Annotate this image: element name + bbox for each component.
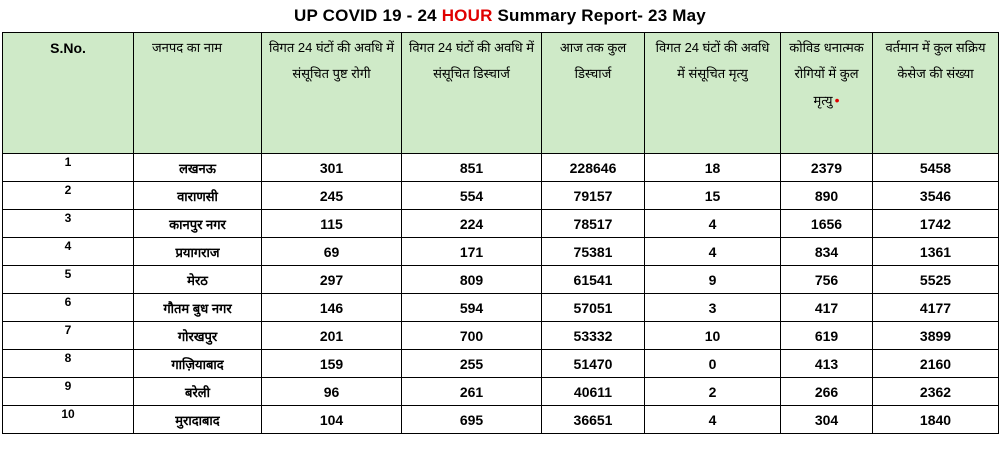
- cell-discharge-24h: 695: [402, 406, 542, 434]
- cell-district: मुरादाबाद: [134, 406, 262, 434]
- cell-district: गाज़ियाबाद: [134, 350, 262, 378]
- cell-discharge-24h: 261: [402, 378, 542, 406]
- cell-active-cases: 1742: [873, 210, 999, 238]
- cell-total-deaths: 1656: [781, 210, 873, 238]
- cell-total-deaths: 834: [781, 238, 873, 266]
- cell-new-cases: 201: [262, 322, 402, 350]
- cell-active-cases: 3546: [873, 182, 999, 210]
- header-total-deaths: [781, 33, 873, 154]
- cell-deaths-24h: 9: [645, 266, 781, 294]
- header-deaths-24h: विगत 24 घंटों की अवधि में संसूचित मृत्यु: [645, 33, 781, 154]
- cell-total-deaths: 417: [781, 294, 873, 322]
- cell-sno: 10: [3, 406, 134, 434]
- cell-total-deaths: 2379: [781, 154, 873, 182]
- cell-district: कानपुर नगर: [134, 210, 262, 238]
- cell-deaths-24h: 4: [645, 238, 781, 266]
- table-row: [3, 294, 999, 322]
- cell-sno: 7: [3, 322, 134, 350]
- red-dot-icon: •: [834, 92, 840, 108]
- cell-deaths-24h: 18: [645, 154, 781, 182]
- table-row: [3, 406, 999, 434]
- cell-total-discharge: 36651: [542, 406, 645, 434]
- cell-new-cases: 115: [262, 210, 402, 238]
- cell-sno: 5: [3, 266, 134, 294]
- cell-sno: 1: [3, 154, 134, 182]
- cell-new-cases: 69: [262, 238, 402, 266]
- cell-new-cases: 301: [262, 154, 402, 182]
- cell-total-deaths: 756: [781, 266, 873, 294]
- cell-total-deaths: 890: [781, 182, 873, 210]
- covid-summary-table: [2, 32, 999, 434]
- cell-new-cases: 245: [262, 182, 402, 210]
- cell-sno: 9: [3, 378, 134, 406]
- cell-discharge-24h: 554: [402, 182, 542, 210]
- cell-total-discharge: 79157: [542, 182, 645, 210]
- title-highlight: HOUR: [441, 6, 493, 25]
- cell-sno: 4: [3, 238, 134, 266]
- cell-total-discharge: 78517: [542, 210, 645, 238]
- cell-active-cases: 3899: [873, 322, 999, 350]
- cell-total-discharge: 40611: [542, 378, 645, 406]
- cell-active-cases: 5458: [873, 154, 999, 182]
- cell-discharge-24h: 700: [402, 322, 542, 350]
- cell-active-cases: 2362: [873, 378, 999, 406]
- cell-deaths-24h: 0: [645, 350, 781, 378]
- table-row: [3, 378, 999, 406]
- table-row: [3, 266, 999, 294]
- report-title: [0, 0, 1000, 32]
- cell-discharge-24h: 594: [402, 294, 542, 322]
- cell-total-deaths: 413: [781, 350, 873, 378]
- cell-district: गौतम बुध नगर: [134, 294, 262, 322]
- cell-new-cases: 146: [262, 294, 402, 322]
- table-row: [3, 154, 999, 182]
- cell-district: मेरठ: [134, 266, 262, 294]
- cell-active-cases: 2160: [873, 350, 999, 378]
- cell-district: लखनऊ: [134, 154, 262, 182]
- cell-total-discharge: 57051: [542, 294, 645, 322]
- cell-deaths-24h: 4: [645, 406, 781, 434]
- cell-total-discharge: 61541: [542, 266, 645, 294]
- cell-total-discharge: 228646: [542, 154, 645, 182]
- cell-discharge-24h: 809: [402, 266, 542, 294]
- header-discharge-24h: विगत 24 घंटों की अवधि में संसूचित डिस्चार्ज: [402, 33, 542, 154]
- cell-total-discharge: 75381: [542, 238, 645, 266]
- cell-sno: 6: [3, 294, 134, 322]
- cell-deaths-24h: 3: [645, 294, 781, 322]
- cell-new-cases: 104: [262, 406, 402, 434]
- table-row: [3, 238, 999, 266]
- cell-discharge-24h: 171: [402, 238, 542, 266]
- table-row: [3, 322, 999, 350]
- cell-total-deaths: 304: [781, 406, 873, 434]
- cell-district: प्रयागराज: [134, 238, 262, 266]
- cell-deaths-24h: 10: [645, 322, 781, 350]
- header-total-discharge: आज तक कुल डिस्चार्ज: [542, 33, 645, 154]
- header-new-cases: विगत 24 घंटों की अवधि में संसूचित पुष्ट रोगी: [262, 33, 402, 154]
- cell-active-cases: 4177: [873, 294, 999, 322]
- cell-discharge-24h: 851: [402, 154, 542, 182]
- table-row: [3, 182, 999, 210]
- cell-discharge-24h: 224: [402, 210, 542, 238]
- cell-district: बरेली: [134, 378, 262, 406]
- header-row: [3, 33, 999, 154]
- header-sno: S.No.: [3, 33, 134, 154]
- cell-district: वाराणसी: [134, 182, 262, 210]
- cell-total-deaths: 266: [781, 378, 873, 406]
- table-row: [3, 210, 999, 238]
- title-prefix: UP COVID 19 - 24: [294, 6, 442, 25]
- cell-sno: 8: [3, 350, 134, 378]
- cell-deaths-24h: 15: [645, 182, 781, 210]
- header-active-cases: वर्तमान में कुल सक्रिय केसेज की संख्या: [873, 33, 999, 154]
- cell-sno: 2: [3, 182, 134, 210]
- cell-active-cases: 1361: [873, 238, 999, 266]
- cell-active-cases: 1840: [873, 406, 999, 434]
- cell-new-cases: 297: [262, 266, 402, 294]
- title-suffix: Summary Report- 23 May: [492, 6, 706, 25]
- cell-new-cases: 96: [262, 378, 402, 406]
- cell-discharge-24h: 255: [402, 350, 542, 378]
- cell-deaths-24h: 4: [645, 210, 781, 238]
- cell-deaths-24h: 2: [645, 378, 781, 406]
- cell-total-discharge: 53332: [542, 322, 645, 350]
- cell-new-cases: 159: [262, 350, 402, 378]
- cell-district: गोरखपुर: [134, 322, 262, 350]
- cell-total-deaths: 619: [781, 322, 873, 350]
- header-district: जनपद का नाम: [134, 33, 262, 154]
- cell-sno: 3: [3, 210, 134, 238]
- header-total-deaths-label: कोविड धनात्मक रोगियों में कुल मृत्यु: [789, 40, 864, 108]
- cell-total-discharge: 51470: [542, 350, 645, 378]
- cell-active-cases: 5525: [873, 266, 999, 294]
- table-row: [3, 350, 999, 378]
